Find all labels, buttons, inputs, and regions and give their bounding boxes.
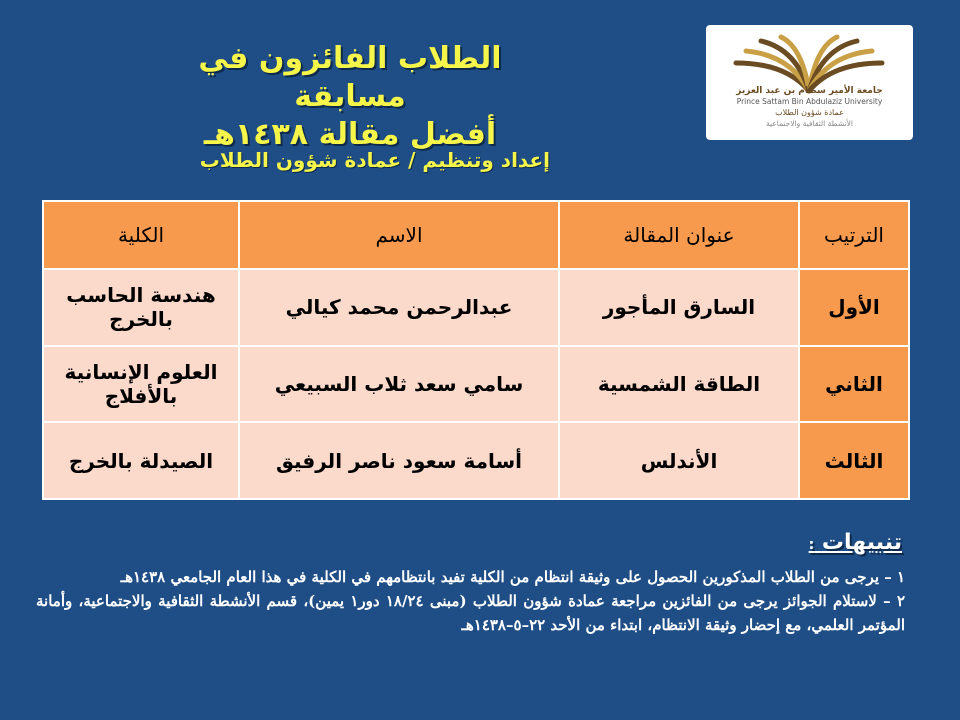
- rank-cell: الأول: [799, 269, 909, 346]
- logo-department: الأنشطة الثقافية والاجتماعية: [766, 119, 853, 128]
- table-row: [43, 346, 909, 423]
- table-row: [43, 269, 909, 346]
- page-title: [150, 40, 550, 154]
- title-line-2: أفضل مقالة ١٤٣٨هـ: [203, 117, 497, 152]
- page-subtitle: إعداد وتنظيم / عمادة شؤون الطلاب: [199, 148, 550, 172]
- name-cell: أسامة سعود ناصر الرفيق: [239, 422, 559, 499]
- winners-table: [42, 200, 910, 500]
- header-name: الاسم: [239, 201, 559, 269]
- note-item: ٢ – لاستلام الجوائز يرجى من الفائزين مراجعة عمادة شؤون الطلاب (مبنى ١٨/٢٤ دور١ يمين)، قسم الأنشطة الثقافية والاجتماعية، وأمانة المؤتمر العلمي، مع إحضار وثيقة الانتظام، ابتداء من الأحد ٢٢–٥–١٤٣٨هـ: [36, 592, 905, 634]
- article-cell: الطاقة الشمسية: [559, 346, 799, 423]
- title-line-1: الطلاب الفائزون في مسابقة: [198, 41, 502, 114]
- name-cell: سامي سعد ثلاب السبيعي: [239, 346, 559, 423]
- university-logo: [706, 25, 913, 140]
- college-cell: الصيدلة بالخرج: [43, 422, 239, 499]
- notes-heading-colon: :: [808, 537, 815, 553]
- notes-list: [36, 565, 905, 637]
- college-cell: العلوم الإنسانية بالأفلاج: [43, 346, 239, 423]
- notes-heading: [809, 530, 902, 555]
- header-rank: الترتيب: [799, 201, 909, 269]
- notes-heading-text: تنبيهات: [821, 530, 902, 555]
- logo-english-name: Prince Sattam Bin Abdulaziz University: [736, 97, 883, 106]
- rank-cell: الثالث: [799, 422, 909, 499]
- table-row: [43, 422, 909, 499]
- name-cell: عبدالرحمن محمد كيالي: [239, 269, 559, 346]
- logo-deanship: عمادة شؤون الطلاب: [775, 108, 844, 117]
- header-article-title: عنوان المقالة: [559, 201, 799, 269]
- note-item: ١ – يرجى من الطلاب المذكورين الحصول على وثيقة انتظام من الكلية تفيد بانتظامهم في الكلية في هذا العام الجامعي ١٤٣٨هـ: [120, 568, 905, 586]
- article-cell: السارق المأجور: [559, 269, 799, 346]
- college-cell: هندسة الحاسب بالخرج: [43, 269, 239, 346]
- article-cell: الأندلس: [559, 422, 799, 499]
- header-college: الكلية: [43, 201, 239, 269]
- table-header-row: [43, 201, 909, 269]
- rank-cell: الثاني: [799, 346, 909, 423]
- logo-arabic-name: جامعة الأمير سطام بن عبد العزيز: [736, 86, 883, 96]
